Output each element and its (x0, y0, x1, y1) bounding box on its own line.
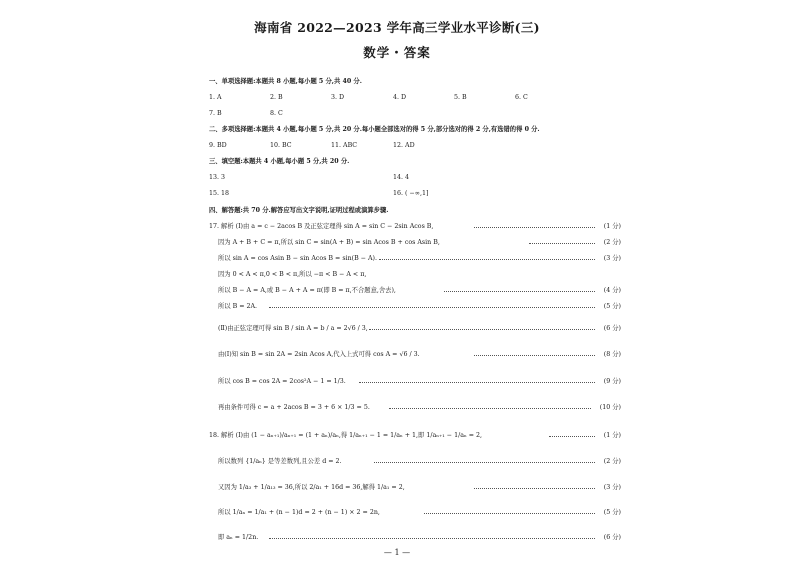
answer-item: 5. B (454, 94, 467, 101)
solution-line: 所以 sin A = cos Asin B − sin Acos B = sin(B − A). (3 分) (218, 255, 621, 262)
solution-line: 因为 0 < A < π,0 < B < π,所以 −π < B − A < π, (218, 271, 367, 278)
solution-line: 又因为 1/a₃ + 1/a₁₃ = 36,所以 2/a₁ + 16d = 36,解得 1/a₁ = 2, (3 分) (218, 484, 621, 491)
answer-item: 10. BC (270, 142, 292, 149)
section2-heading: 二、多项选择题:本题共 4 小题,每小题 5 分,共 20 分.每小题全部选对的得 5 分,部分选对的得 2 分,有选错的得 0 分. (209, 126, 540, 133)
solution-line: 17. 解析 (Ⅰ)由 a = c − 2acos B 及正弦定理得 sin A = sin C − 2sin Acos B, (1 分) (209, 223, 621, 230)
solution-line: 所以 cos B = cos 2A = 2cos²A − 1 = 1/3. (9 分) (218, 378, 621, 385)
page-subtitle: 数学・答案 (363, 45, 431, 60)
solution-line: (Ⅱ)由正弦定理可得 sin B / sin A = b / a = 2√6 / 3, (6 分) (218, 325, 621, 332)
answer-item: 6. C (515, 94, 528, 101)
answer-item: 3. D (331, 94, 345, 101)
answer-item: 8. C (270, 110, 283, 117)
answer-item: 1. A (209, 94, 222, 101)
section3-heading: 三、填空题:本题共 4 小题,每小题 5 分,共 20 分. (209, 158, 350, 165)
answer-item: 2. B (270, 94, 283, 101)
page-number: — 1 — (383, 548, 411, 557)
section1-heading: 一、单项选择题:本题共 8 小题,每小题 5 分,共 40 分. (209, 78, 362, 85)
solution-line: 即 aₙ = 1/2n. (6 分) (218, 534, 621, 541)
section4-heading: 四、解答题:共 70 分.解答应写出文字说明,证明过程或演算步骤. (209, 207, 389, 214)
answer-item: 4. D (393, 94, 407, 101)
answer-item: 7. B (209, 110, 222, 117)
page-title: 海南省 2022—2023 学年高三学业水平诊断(三) (254, 20, 540, 35)
solution-line: 因为 A + B + C = π,所以 sin C = sin(A + B) = sin Acos B + cos Asin B, (2 分) (218, 239, 621, 246)
solution-line: 再由条件可得 c = a + 2acos B = 3 + 6 × 1/3 = 5. (10 分) (218, 404, 621, 411)
answer-item: 14. 4 (393, 174, 410, 181)
answer-item: 12. AD (393, 142, 415, 149)
solution-line: 18. 解析 (Ⅰ)由 (1 − aₙ₊₁)/aₙ₊₁ = (1 + aₙ)/aₙ,得 1/aₙ₊₁ − 1 = 1/aₙ + 1,即 1/aₙ₊₁ − 1/aₙ = 2, (1 分) (209, 432, 621, 439)
answer-item: 16. ( −∞,1] (393, 190, 429, 197)
answer-item: 15. 18 (209, 190, 230, 197)
solution-line: 所以数列 {1/aₙ} 是等差数列,且公差 d = 2. (2 分) (218, 458, 621, 465)
answer-item: 9. BD (209, 142, 227, 149)
solution-line: 由(Ⅰ)知 sin B = sin 2A = 2sin Acos A,代入上式可得 cos A = √6 / 3. (8 分) (218, 351, 621, 358)
answer-item: 11. ABC (331, 142, 358, 149)
answer-item: 13. 3 (209, 174, 226, 181)
solution-line: 所以 B = 2A. (5 分) (218, 303, 621, 310)
solution-line: 所以 1/aₙ = 1/a₁ + (n − 1)d = 2 + (n − 1) × 2 = 2n, (5 分) (218, 509, 621, 516)
solution-line: 所以 B − A = A,或 B − A + A = π(即 B = π,不合题意,舍去), (4 分) (218, 287, 621, 294)
